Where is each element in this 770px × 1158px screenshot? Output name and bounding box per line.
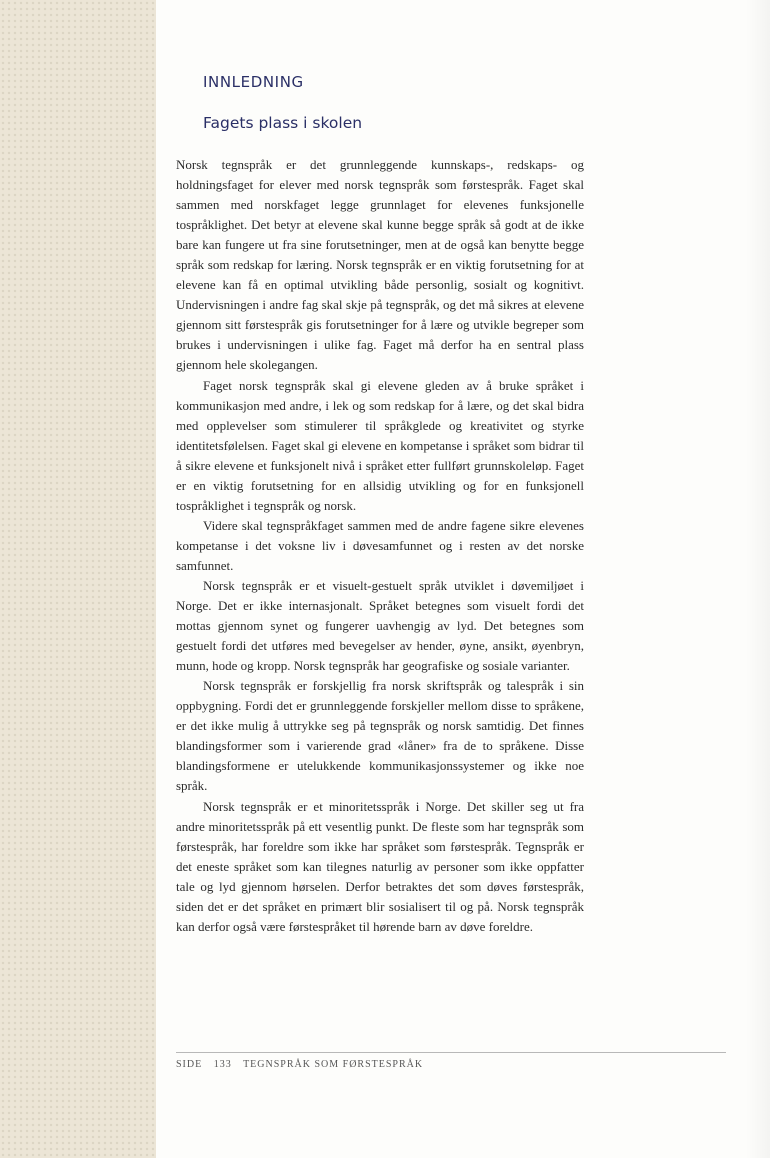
paragraph: Videre skal tegnspråkfaget sammen med de andre fagene sikre elevenes kompetanse i det voksne liv i døvesamfunnet og i resten av det norske samfunnet. <box>176 517 584 573</box>
book-spine-margin <box>0 0 156 1158</box>
paragraph: Norsk tegnspråk er forskjellig fra norsk skriftspråk og talespråk i sin oppbygning. Fordi det er grunnleggende forskjeller mellom disse to språkene, er det ikke mulig å uttrykke seg på tegnspråk og norsk samtidig. Det finnes blandingsformer som i varierende grad «låner» fra de to språkene. Disse blandingsformene er utelukkende kommunikasjonssystemer og ikke noe språk. <box>176 678 584 794</box>
footer-divider <box>176 1052 726 1053</box>
body-text <box>176 155 584 937</box>
footer-side-label: SIDE <box>176 1059 203 1070</box>
paragraph: Norsk tegnspråk er det grunnleggende kunnskaps-, redskaps- og holdningsfaget for elever med norsk tegnspråk som førstespråk. Faget skal sammen med norskfaget legge grunnlaget for elevenes funksjonelle tospråklighet. Det betyr at elevene skal kunne begge språk så godt at de ikke bare kan fungere ut fra sine forutsetninger, men at de også kan benytte begge språk som redskap for læring. Norsk tegnspråk er en viktig forutsetning for at elevene kan få en optimal utvikling både personlig, sosialt og kognitivt. Undervisningen i andre fag skal skje på tegnspråk, og det må sikres at elevene gjennom sitt førstespråk gis forutsetninger for å lære og utvikle begreper som brukes i undervisningen i ulike fag. Faget må derfor ha en sentral plass gjennom hele skolegangen. <box>176 157 584 373</box>
subsection-heading: Fagets plass i skolen <box>203 114 363 132</box>
page-number: 133 <box>213 1059 232 1070</box>
paragraph: Norsk tegnspråk er et visuelt-gestuelt språk utviklet i døvemiljøet i Norge. Det er ikke internasjonalt. Språket betegnes som visuelt fordi det mottas gjennom synet og fungerer uavhengig av lyd. Det betegnes som gestuelt fordi det utføres med bevegelser av hender, øyne, ansikt, øyenbryn, munn, hode og kropp. Norsk tegnspråk har geografiske og sosiale varianter. <box>176 577 584 674</box>
paragraph: Faget norsk tegnspråk skal gi elevene gleden av å bruke språket i kommunikasjon med andre, i lek og som redskap for å lære, og det skal bidra med opplevelser som stimulerer til språkglede og kreativitet og styrke identitetsfølelsen. Faget skal gi elevene en kompetanse i språket som bidrar til å sikre elevene et funksjonelt nivå i språket etter fullført grunnskoleløp. Faget er en viktig forutsetning for en allsidig utvikling og for en funksjonell tospråklighet i tegnspråk og norsk. <box>176 377 584 513</box>
running-title: TEGNSPRÅK SOM FØRSTESPRÅK <box>243 1059 424 1070</box>
paragraph: Norsk tegnspråk er et minoritetsspråk i Norge. Det skiller seg ut fra andre minoritetsspråk på ett vesentlig punkt. De fleste som har tegnspråk som førstespråk, har foreldre som ikke har språket som førstespråk. Tegnspråk er det eneste språket som kan tilegnes naturlig av personer som ikke oppfatter tale og lyd gjennom hørselen. Derfor betraktes det som døves førstespråk, siden det er det språket en primært blir sosialisert til og på. Norsk tegnspråk kan derfor også være førstespråket til hørende barn av døve foreldre. <box>176 798 584 934</box>
section-heading: INNLEDNING <box>203 73 304 91</box>
page-footer <box>176 1059 431 1070</box>
